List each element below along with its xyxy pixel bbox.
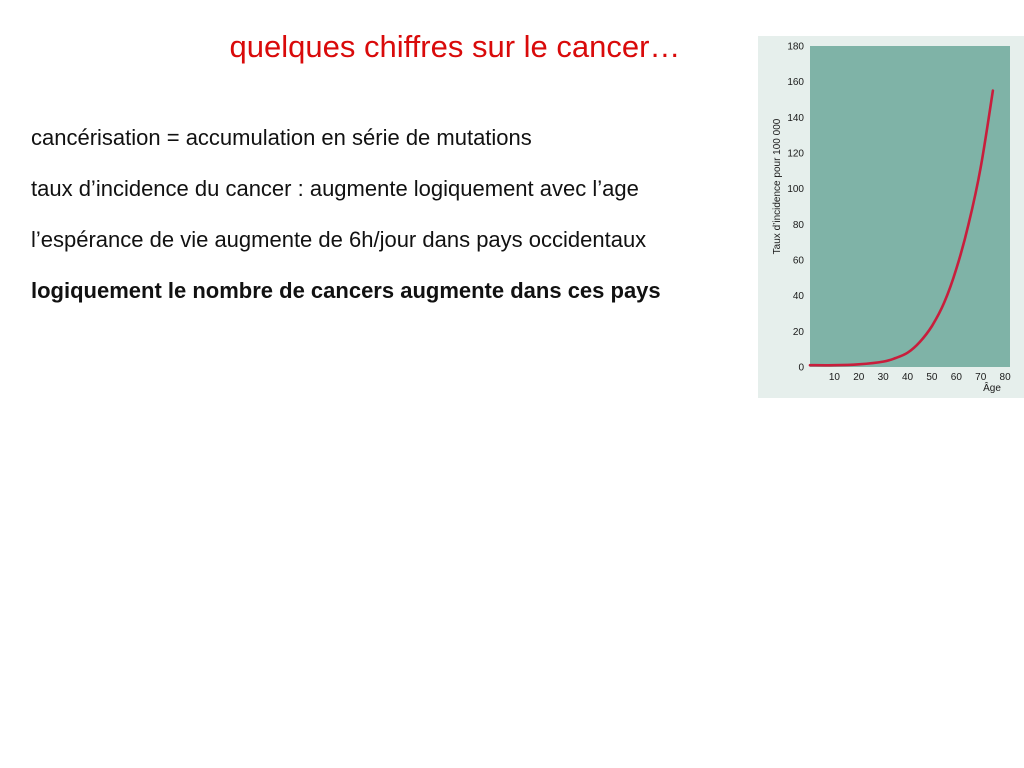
bullet-item: l’espérance de vie augmente de 6h/jour dans pays occidentaux (31, 227, 647, 252)
y-tick-label: 100 (787, 184, 804, 196)
y-axis-label: Taux d’incidence pour 100 000 (772, 118, 783, 255)
bullet-item: taux d’incidence du cancer : augmente logiquement avec l’age (31, 176, 639, 201)
incidence-chart-figure (758, 36, 1024, 398)
y-tick-label: 60 (792, 255, 804, 267)
y-tick-label: 20 (792, 326, 804, 338)
x-axis-label: Âge (983, 383, 1001, 394)
y-tick-label: 80 (792, 219, 804, 231)
plot-area (810, 46, 1010, 367)
y-tick-label: 0 (798, 362, 804, 374)
x-tick-label: 20 (853, 372, 865, 383)
bullet-item-conclusion: logiquement le nombre de cancers augmente dans ces pays (31, 278, 661, 303)
x-tick-label: 10 (828, 372, 840, 383)
y-tick-label: 120 (787, 148, 804, 160)
x-tick-label: 50 (926, 372, 938, 383)
x-tick-label: 40 (901, 372, 914, 383)
bullet-item: cancérisation = accumulation en série de mutations (31, 125, 532, 150)
y-tick-label: 140 (787, 112, 804, 124)
x-tick-label: 60 (950, 372, 962, 383)
bullet-list (31, 123, 766, 327)
y-tick-label: 160 (787, 77, 804, 89)
incidence-chart (758, 36, 1024, 398)
x-tick-label: 70 (975, 372, 987, 383)
slide-title: quelques chiffres sur le cancer… (229, 29, 681, 64)
x-tick-label: 30 (877, 372, 889, 383)
y-tick-label: 40 (792, 291, 804, 303)
x-tick-label: 80 (999, 372, 1011, 383)
y-tick-label: 180 (787, 41, 804, 53)
